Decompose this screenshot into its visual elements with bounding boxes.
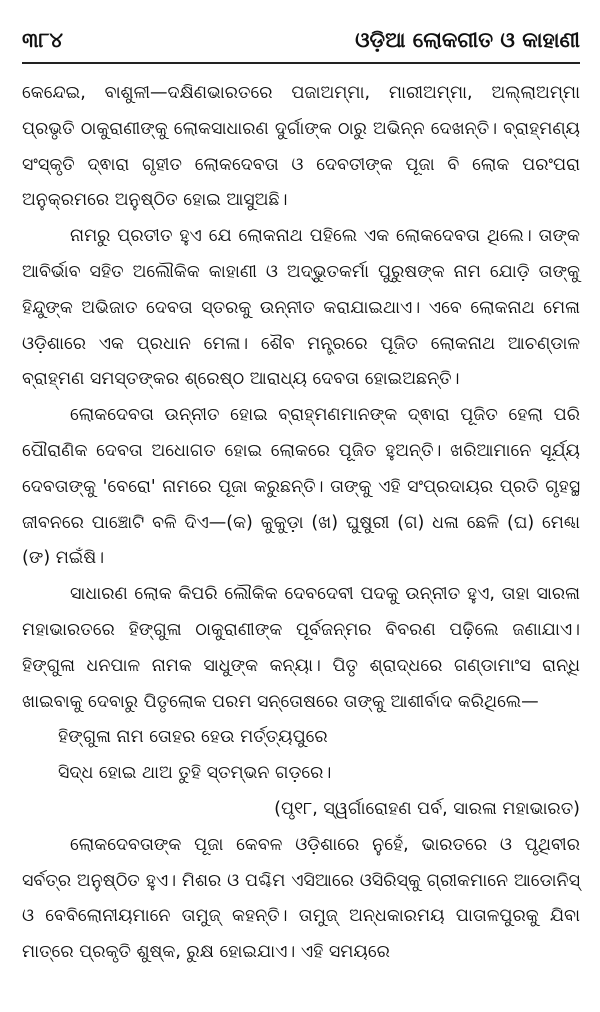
paragraph-2: ନାମରୁ ପ୍ରତୀତ ହୁଏ ଯେ ଲୋକନାଥ ପହିଲେ ଏକ ଲୋକଦେବତା ଥିଲେ। ତାଙ୍କ ଆବିର୍ଭାବ ସହିତ ଅଲୌକିକ କାହାଣୀ ଓ ଅଦ୍ଭୁତକର୍ମା ପୁରୁଷଙ୍କ ନାମ ଯୋଡ଼ି ତାଙ୍କୁ ହିନ୍ଦୁଙ୍କ ଅଭିଜାତ ଦେବତା ସ୍ତରକୁ ଉନ୍ନୀତ କରାଯାଇଥାଏ। ଏବେ ଲୋକନାଥ ମେଳା ଓଡ଼ିଶାରେ ଏକ ପ୍ରଧାନ ମେଳା। ଶୈବ ମନ୍ତ୍ରରେ ପୂଜିତ ଲୋକନାଥ ଆଚଣ୍ଡାଳ ବ୍ରାହ୍ମଣ ସମସ୍ତଙ୍କର ଶ୍ରେଷ୍ଠ ଆରାଧ୍ୟ ଦେବତା ହୋଇଅଛନ୍ତି। [22,226,580,390]
paragraph-3: ଲୋକଦେବତା ଉନ୍ନୀତ ହୋଇ ବ୍ରାହ୍ମଣମାନଙ୍କ ଦ୍ଵାରା ପୂଜିତ ହେଲା ପରି ପୌରାଣିକ ଦେବତା ଅଧୋଗତ ହୋଇ ଲୋକରେ ପୂଜିତ ହୁଅନ୍ତି। ଖରିଆମାନେ ସୂର୍ଯ୍ୟ ଦେବତାଙ୍କୁ 'ବେରୋ' ନାମରେ ପୂଜା କରୁଛନ୍ତି। ତାଙ୍କୁ ଏହି ସଂପ୍ରଦାୟର ପ୍ରତି ଗୃହସ୍ଥ ଜୀବନରେ ପାଞ୍ଚୋଟି ବଳି ଦିଏ—(କ) କୁକୁଡ଼ା (ଖ) ଘୁଷୁରୀ (ଗ) ଧଳା ଛେଳି (ଘ) ମେଣ୍ଢା (ଙ) ମଇଁଷି। [22,405,580,569]
paragraph-4: ସାଧାରଣ ଲୋକ କିପରି ଲୌକିକ ଦେବଦେବୀ ପଦକୁ ଉନ୍ନୀତ ହୁଏ, ତାହା ସାରଳା ମହାଭାରତରେ ହିଙ୍ଗୁଳା ଠାକୁରାଣୀଙ୍କ ପୂର୍ବଜନ୍ମର ବିବରଣ ପଢ଼ିଲେ ଜଣାଯାଏ। ହିଙ୍ଗୁଳା ଧନପାଳ ନାମକ ସାଧୁଙ୍କ କନ୍ୟା। ପିତୃ ଶ୍ରାଦ୍ଧରେ ଗଣ୍ଡାମାଂସ ରାନ୍ଧି ଖାଇବାକୁ ଦେବାରୁ ପିତୃଲୋକ ପରମ ସନ୍ତୋଷରେ ତାଙ୍କୁ ଆଶୀର୍ବାଦ କରିଥିଲେ— [22,584,580,712]
verse-line-1: ହିଙ୍ଗୁଳା ନାମ ତୋହର ହେଉ ମର୍ତ୍ତ୍ୟପୁରେ [58,727,328,748]
header-rule [22,62,580,64]
page-number: ୩୮୪ [22,28,63,52]
verse-line-2: ସିଦ୍ଧ ହୋଇ ଥାଅ ତୁହି ସ୍ତମ୍ଭନ ଗଡ଼ରେ। [58,763,332,784]
page-header [22,22,580,58]
paragraph-1: କେନ୍ଦେଇ, ବାଶୁଳୀ—ଦକ୍ଷିଣଭାରତରେ ପଜାଅମ୍ମା, ମାରୀଅମ୍ମା, ଅଲ୍ଲାଅମ୍ମା ପ୍ରଭୃତି ଠାକୁରାଣୀଙ୍କୁ ଲୋକସାଧାରଣ ଦୁର୍ଗାଙ୍କ ଠାରୁ ଅଭିନ୍ନ ଦେଖନ୍ତି। ବ୍ରାହ୍ମଣ୍ୟ ସଂସ୍କୃତି ଦ୍ଵାରା ଗୃହୀତ ଲୋକଦେବତା ଓ ଦେବତୀଙ୍କ ପୂଜା ବି ଲୋକ ପରଂପରା ଅନୁକ୍ରମରେ ଅନୁଷ୍ଠିତ ହୋଇ ଆସୁଅଛି। [22,83,580,211]
page-body [22,76,580,971]
running-title: ଓଡ଼ିଆ ଲୋକଗୀତ ଓ କାହାଣୀ [355,28,580,52]
paragraph-5: ଲୋକଦେବତାଙ୍କ ପୂଜା କେବଳ ଓଡ଼ିଶାରେ ନୁହେଁ, ଭାରତରେ ଓ ପୃଥିବୀର ସର୍ବତ୍ର ଅନୁଷ୍ଠିତ ହୁଏ। ମିଶର ଓ ପଶ୍ଚିମ ଏସିଆରେ ଓସିରିସ୍‌କୁ ଗ୍ରୀକମାନେ ଆଡୋନିସ୍ ଓ ବେବିଲୋନୀୟମାନେ ତାମୁଜ୍ କହନ୍ତି। ତାମୁଜ୍ ଅନ୍ଧକାରମୟ ପାତାଳପୁରକୁ ଯିବା ମାତ୍ରେ ପ୍ରକୃତି ଶୁଷ୍କ, ରୁକ୍ଷ ହୋଇଯାଏ। ଏହି ସମୟରେ [22,834,580,963]
verse-citation: (ପୃ୧୮, ସ୍ୱର୍ଗାରୋହଣ ପର୍ବ, ସାରଳା ମହାଭାରତ) [274,798,580,819]
